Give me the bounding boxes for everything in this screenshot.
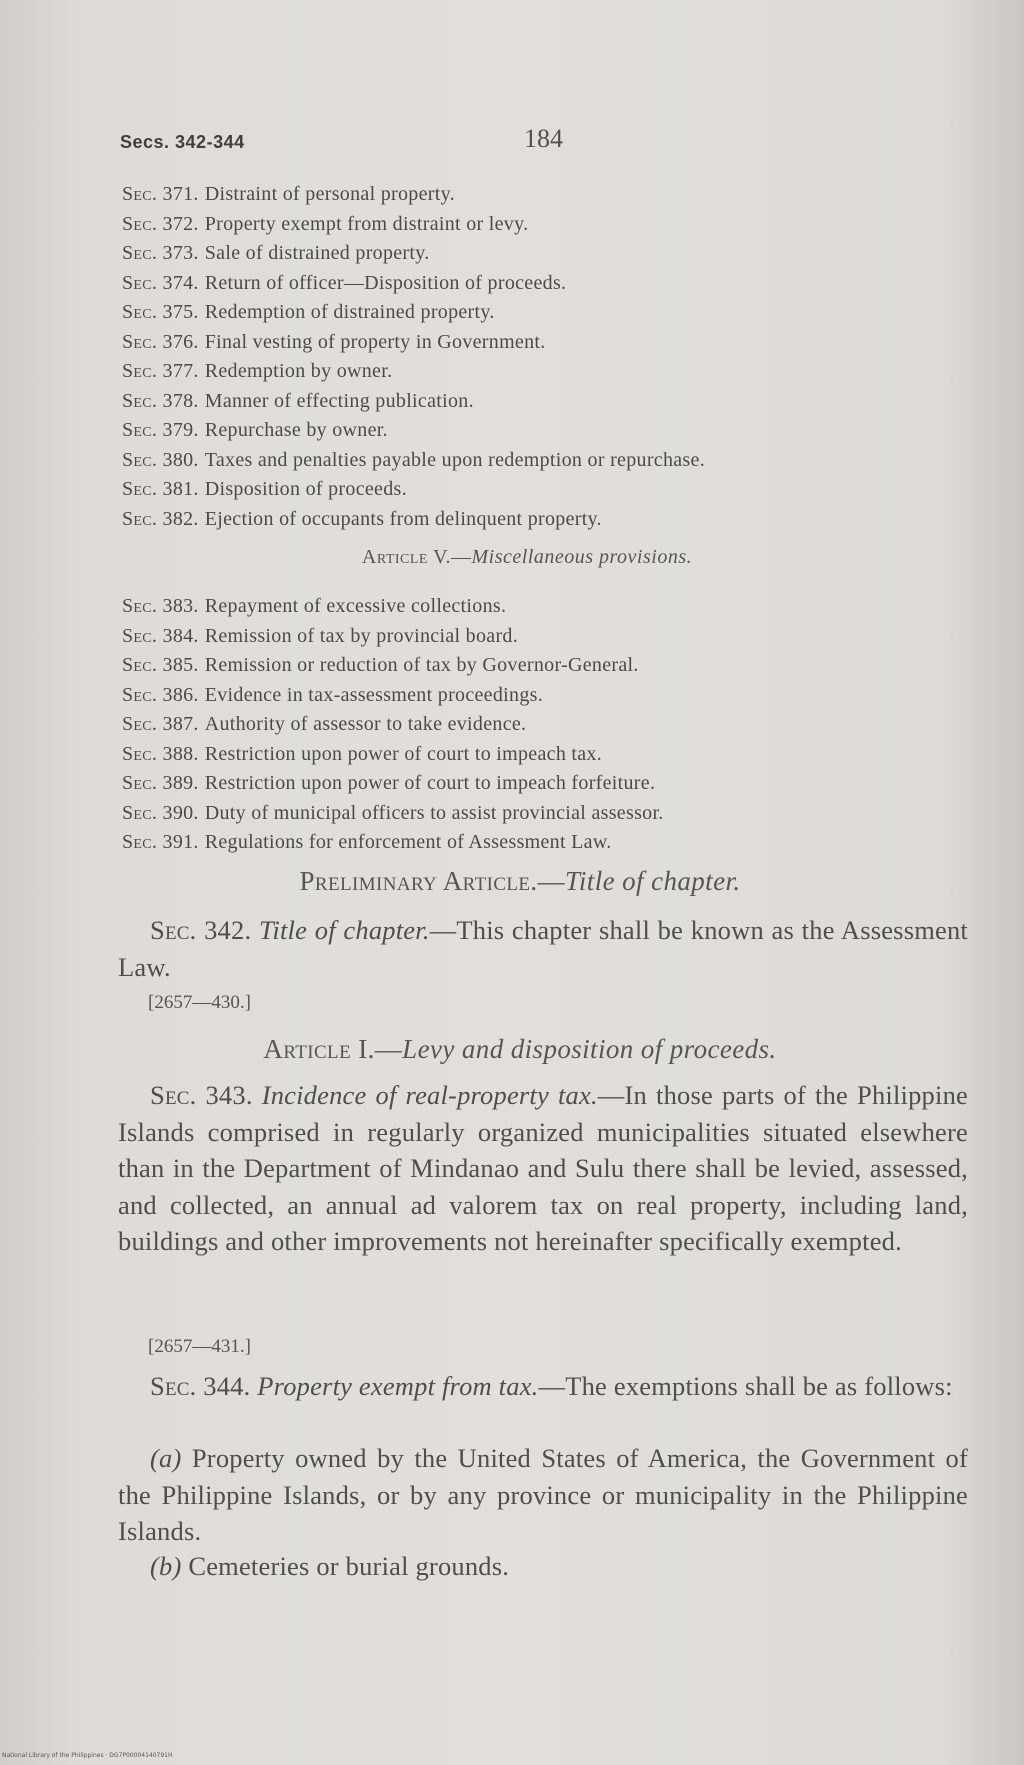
section-342 [118,912,968,985]
article-i-title: Levy and disposition of proceeds. [402,1034,777,1064]
toc-sec-title: Restriction upon power of court to impeach forfeiture. [204,772,656,794]
toc-entry [122,269,962,299]
sec-344-caption: Property exempt from tax. [257,1371,539,1401]
running-head [120,124,880,160]
toc-entry [122,328,962,358]
toc-sec-title: Final vesting of property in Government. [204,330,546,353]
item-b-text: Cemeteries or burial grounds. [181,1551,510,1581]
toc-entry [122,180,962,210]
toc-entry [122,298,962,328]
sec-343-text: —In those parts of the Philippine Islands comprised in regularly organized municipalities situated elsewhere than in the Department of Mindanao and Sulu there shall be levied, assessed, and collected, an annual ad valorem tax on real property, including land, buildings and other improvements not hereinafter specifically exempted. [118,1080,968,1256]
preliminary-article-heading [60,866,980,897]
toc-entry [122,828,982,858]
toc-sec-label: Sec. [122,801,158,824]
toc-sec-title: Manner of effecting publication. [204,389,474,412]
toc-sec-label: Sec. [122,624,158,647]
toc-sec-label: Sec. [122,389,158,412]
toc-sec-number: 390. [162,801,199,824]
toc-sec-number: 372. [162,212,199,235]
toc-sec-title: Remission or reduction of tax by Governor-General. [204,654,639,676]
toc-entry [122,651,982,681]
toc-entry [122,592,982,622]
preliminary-title: Title of chapter. [564,866,741,896]
toc-sec-title: Restriction upon power of court to impeach tax. [204,742,603,765]
toc-entry [122,475,962,505]
toc-sec-number: 376. [162,330,199,353]
toc-sec-number: 385. [162,654,199,676]
article-v-label: Article V.— [361,546,472,568]
toc-sec-title: Disposition of proceeds. [204,478,407,500]
toc-sec-label: Sec. [122,831,158,853]
toc-sec-label: Sec. [122,212,158,235]
table-of-contents-part-2 [122,592,982,858]
toc-entry [122,446,962,476]
toc-sec-title: Return of officer—Disposition of proceeds. [204,271,567,294]
toc-sec-number: 371. [162,183,199,205]
toc-entry [122,769,982,799]
toc-sec-title: Taxes and penalties payable upon redemption or repurchase. [204,448,705,471]
toc-sec-number: 382. [162,507,199,530]
toc-sec-number: 381. [162,478,199,500]
toc-sec-label: Sec. [122,713,158,735]
toc-sec-number: 388. [162,742,199,765]
toc-sec-label: Sec. [122,772,158,794]
toc-sec-label: Sec. [122,507,158,530]
toc-entry [122,799,982,829]
article-v-heading [92,535,962,579]
section-range: Secs. 342-344 [120,132,245,152]
toc-sec-number: 377. [162,360,199,382]
table-of-contents-part-1 [122,180,962,534]
toc-entry [122,210,962,240]
sec-342-text: —This chapter shall be known as the Assessment Law. [118,915,968,982]
toc-sec-number: 380. [162,448,199,471]
article-v-heading-wrap [122,535,962,579]
toc-sec-number: 384. [162,624,199,647]
toc-sec-label: Sec. [122,478,158,500]
sec-344-text: —The exemptions shall be as follows: [538,1371,953,1401]
item-b-label: (b) [150,1551,182,1581]
sec-342-caption: Title of chapter. [258,915,430,945]
toc-sec-title: Remission of tax by provincial board. [204,624,519,647]
sec-344-lead: Sec. 344. [150,1371,258,1401]
toc-sec-title: Property exempt from distraint or levy. [204,212,529,235]
toc-sec-label: Sec. [122,419,158,441]
toc-sec-title: Redemption of distrained property. [204,301,495,323]
toc-sec-title: Redemption by owner. [204,360,393,382]
section-343 [118,1077,968,1260]
toc-sec-label: Sec. [122,683,158,706]
toc-entry [122,505,962,535]
toc-entry [122,710,982,740]
toc-sec-label: Sec. [122,330,158,353]
toc-sec-label: Sec. [122,301,158,323]
toc-sec-number: 378. [162,389,199,412]
toc-sec-title: Regulations for enforcement of Assessment Law. [204,831,612,853]
toc-sec-label: Sec. [122,271,158,294]
toc-sec-title: Repayment of excessive collections. [204,595,507,617]
item-a-text: Property owned by the United States of America, the Government of the Philippine Islands, or by any province or municipality in the Philippine Islands. [118,1443,968,1546]
toc-sec-title: Duty of municipal officers to assist provincial assessor. [204,801,664,824]
toc-sec-label: Sec. [122,654,158,676]
toc-sec-number: 373. [162,242,199,264]
toc-sec-label: Sec. [122,595,158,617]
toc-sec-title: Distraint of personal property. [204,183,455,205]
toc-entry [122,681,982,711]
toc-sec-label: Sec. [122,448,158,471]
article-v-title: Miscellaneous provisions. [471,546,693,568]
toc-entry [122,416,962,446]
item-a-label: (a) [150,1443,182,1473]
toc-sec-title: Sale of distrained property. [204,242,430,264]
toc-sec-number: 387. [162,713,199,735]
toc-sec-title: Authority of assessor to take evidence. [204,713,527,735]
toc-entry [122,357,962,387]
sec-342-reference: [2657—430.] [148,992,251,1013]
toc-sec-number: 389. [162,772,199,794]
toc-sec-number: 374. [162,271,199,294]
toc-entry [122,387,962,417]
sec-343-reference: [2657—431.] [148,1336,251,1357]
article-i-label: Article I.— [263,1034,403,1064]
scan-footer: National Library of the Philippines · DG7P00004140791H [2,1752,173,1759]
section-344 [118,1368,968,1405]
toc-sec-number: 383. [162,595,199,617]
toc-entry [122,740,982,770]
toc-sec-title: Ejection of occupants from delinquent property. [204,507,602,530]
sec-343-lead: Sec. 343. [150,1080,262,1110]
sec-342-lead: Sec. 342. [150,915,259,945]
section-344-item-a [118,1440,968,1550]
section-344-item-b [118,1548,968,1585]
toc-sec-label: Sec. [122,742,158,765]
page-number: 184 [524,124,563,153]
preliminary-label: Preliminary Article.— [299,866,565,896]
toc-sec-title: Repurchase by owner. [204,419,388,441]
toc-sec-label: Sec. [122,183,158,205]
toc-entry [122,622,982,652]
toc-sec-number: 375. [162,301,199,323]
article-i-heading [60,1034,980,1065]
toc-entry [122,239,962,269]
sec-343-caption: Incidence of real-property tax. [261,1080,598,1110]
toc-sec-number: 379. [162,419,199,441]
toc-sec-title: Evidence in tax-assessment proceedings. [204,683,543,706]
toc-sec-label: Sec. [122,360,158,382]
toc-sec-number: 386. [162,683,199,706]
toc-sec-number: 391. [162,831,199,853]
toc-sec-label: Sec. [122,242,158,264]
